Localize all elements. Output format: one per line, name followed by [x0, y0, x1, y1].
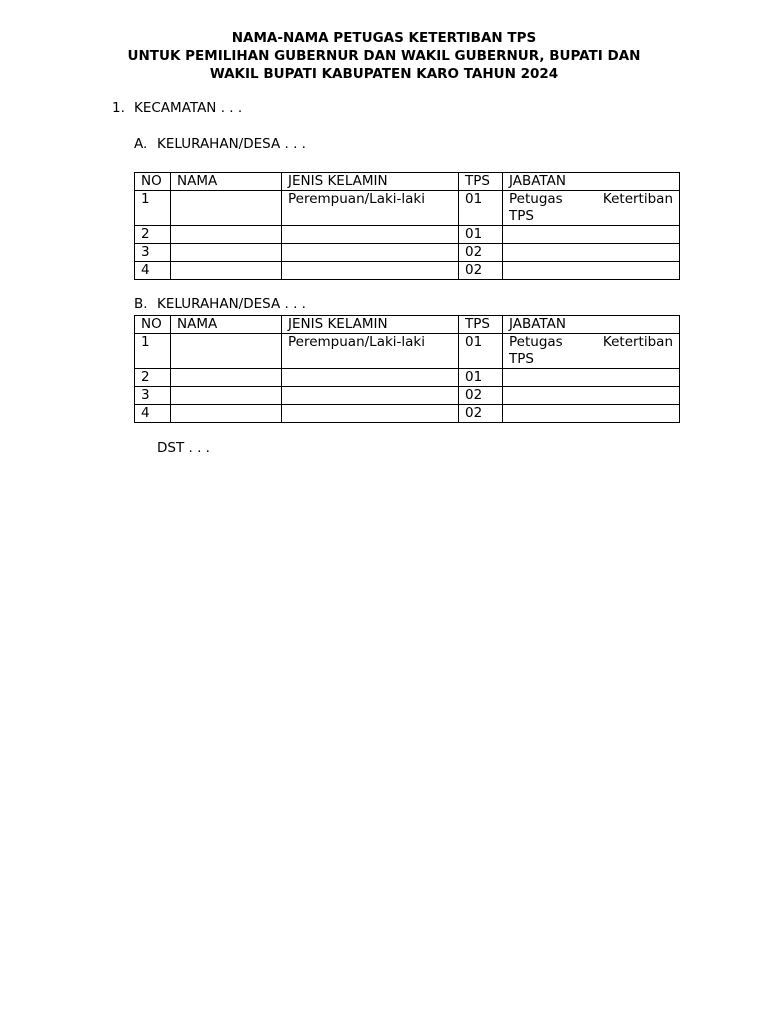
title-line-2: UNTUK PEMILIHAN GUBERNUR DAN WAKIL GUBERNUR, BUPATI DAN	[127, 48, 641, 64]
cell-no: 2	[135, 369, 171, 387]
cell-nama	[171, 244, 282, 262]
header-jenis-kelamin: JENIS KELAMIN	[282, 173, 459, 191]
cell-jenis-kelamin	[282, 369, 459, 387]
header-jabatan: JABATAN	[503, 316, 680, 334]
table-row	[135, 244, 680, 262]
cell-tps: 02	[459, 405, 503, 423]
table-row	[135, 262, 680, 280]
cell-nama	[171, 262, 282, 280]
cell-jenis-kelamin: Perempuan/Laki-laki	[282, 191, 459, 226]
cell-no: 3	[135, 244, 171, 262]
cell-jabatan	[503, 191, 680, 226]
cell-jabatan	[503, 387, 680, 405]
header-jenis-kelamin: JENIS KELAMIN	[282, 316, 459, 334]
cell-jabatan	[503, 226, 680, 244]
cell-no: 3	[135, 387, 171, 405]
title-line-1: NAMA-NAMA PETUGAS KETERTIBAN TPS	[231, 30, 537, 46]
cell-no: 4	[135, 262, 171, 280]
cell-nama	[171, 387, 282, 405]
cell-tps: 01	[459, 334, 503, 369]
header-nama: NAMA	[171, 316, 282, 334]
cell-no: 4	[135, 405, 171, 423]
cell-jenis-kelamin	[282, 405, 459, 423]
section-b-table	[134, 315, 680, 423]
cell-nama	[171, 369, 282, 387]
cell-tps: 02	[459, 387, 503, 405]
dst-text: DST . . .	[157, 440, 210, 456]
cell-jabatan	[503, 262, 680, 280]
cell-jabatan	[503, 369, 680, 387]
section-b-letter: B.	[134, 296, 148, 312]
jabatan-word: TPS	[509, 351, 534, 367]
cell-jenis-kelamin	[282, 262, 459, 280]
kecamatan-label: KECAMATAN . . .	[134, 100, 243, 116]
table-row	[135, 369, 680, 387]
cell-no: 1	[135, 191, 171, 226]
cell-tps: 01	[459, 226, 503, 244]
title-line-3: WAKIL BUPATI KABUPATEN KARO TAHUN 2024	[209, 66, 559, 82]
section-a-label: KELURAHAN/DESA . . .	[157, 136, 306, 152]
header-tps: TPS	[459, 173, 503, 191]
jabatan-word: Ketertiban	[602, 334, 673, 350]
jabatan-word: Petugas	[509, 334, 563, 350]
cell-nama	[171, 191, 282, 226]
jabatan-word: Ketertiban	[602, 191, 673, 207]
cell-jenis-kelamin	[282, 387, 459, 405]
header-no: NO	[135, 316, 171, 334]
cell-tps: 02	[459, 262, 503, 280]
jabatan-word: Petugas	[509, 191, 563, 207]
table-header-row	[135, 316, 680, 334]
cell-tps: 02	[459, 244, 503, 262]
header-tps: TPS	[459, 316, 503, 334]
cell-nama	[171, 334, 282, 369]
cell-nama	[171, 226, 282, 244]
section-a-letter: A.	[134, 136, 148, 152]
cell-tps: 01	[459, 191, 503, 226]
table-row	[135, 191, 680, 226]
cell-jabatan	[503, 244, 680, 262]
document-title	[0, 29, 768, 83]
jabatan-word: TPS	[509, 208, 534, 224]
cell-jabatan	[503, 405, 680, 423]
section-b-label: KELURAHAN/DESA . . .	[157, 296, 306, 312]
cell-no: 1	[135, 334, 171, 369]
table-row	[135, 387, 680, 405]
section-b-heading	[134, 295, 306, 313]
table-row	[135, 405, 680, 423]
cell-jenis-kelamin	[282, 244, 459, 262]
cell-no: 2	[135, 226, 171, 244]
table-row	[135, 334, 680, 369]
kecamatan-heading	[112, 99, 242, 117]
cell-tps: 01	[459, 369, 503, 387]
cell-jabatan	[503, 334, 680, 369]
table-row	[135, 226, 680, 244]
cell-nama	[171, 405, 282, 423]
section-a-table	[134, 172, 680, 280]
table-header-row	[135, 173, 680, 191]
cell-jenis-kelamin	[282, 226, 459, 244]
cell-jenis-kelamin: Perempuan/Laki-laki	[282, 334, 459, 369]
header-nama: NAMA	[171, 173, 282, 191]
header-no: NO	[135, 173, 171, 191]
section-a-heading	[134, 135, 306, 153]
header-jabatan: JABATAN	[503, 173, 680, 191]
kecamatan-number: 1.	[112, 100, 125, 116]
